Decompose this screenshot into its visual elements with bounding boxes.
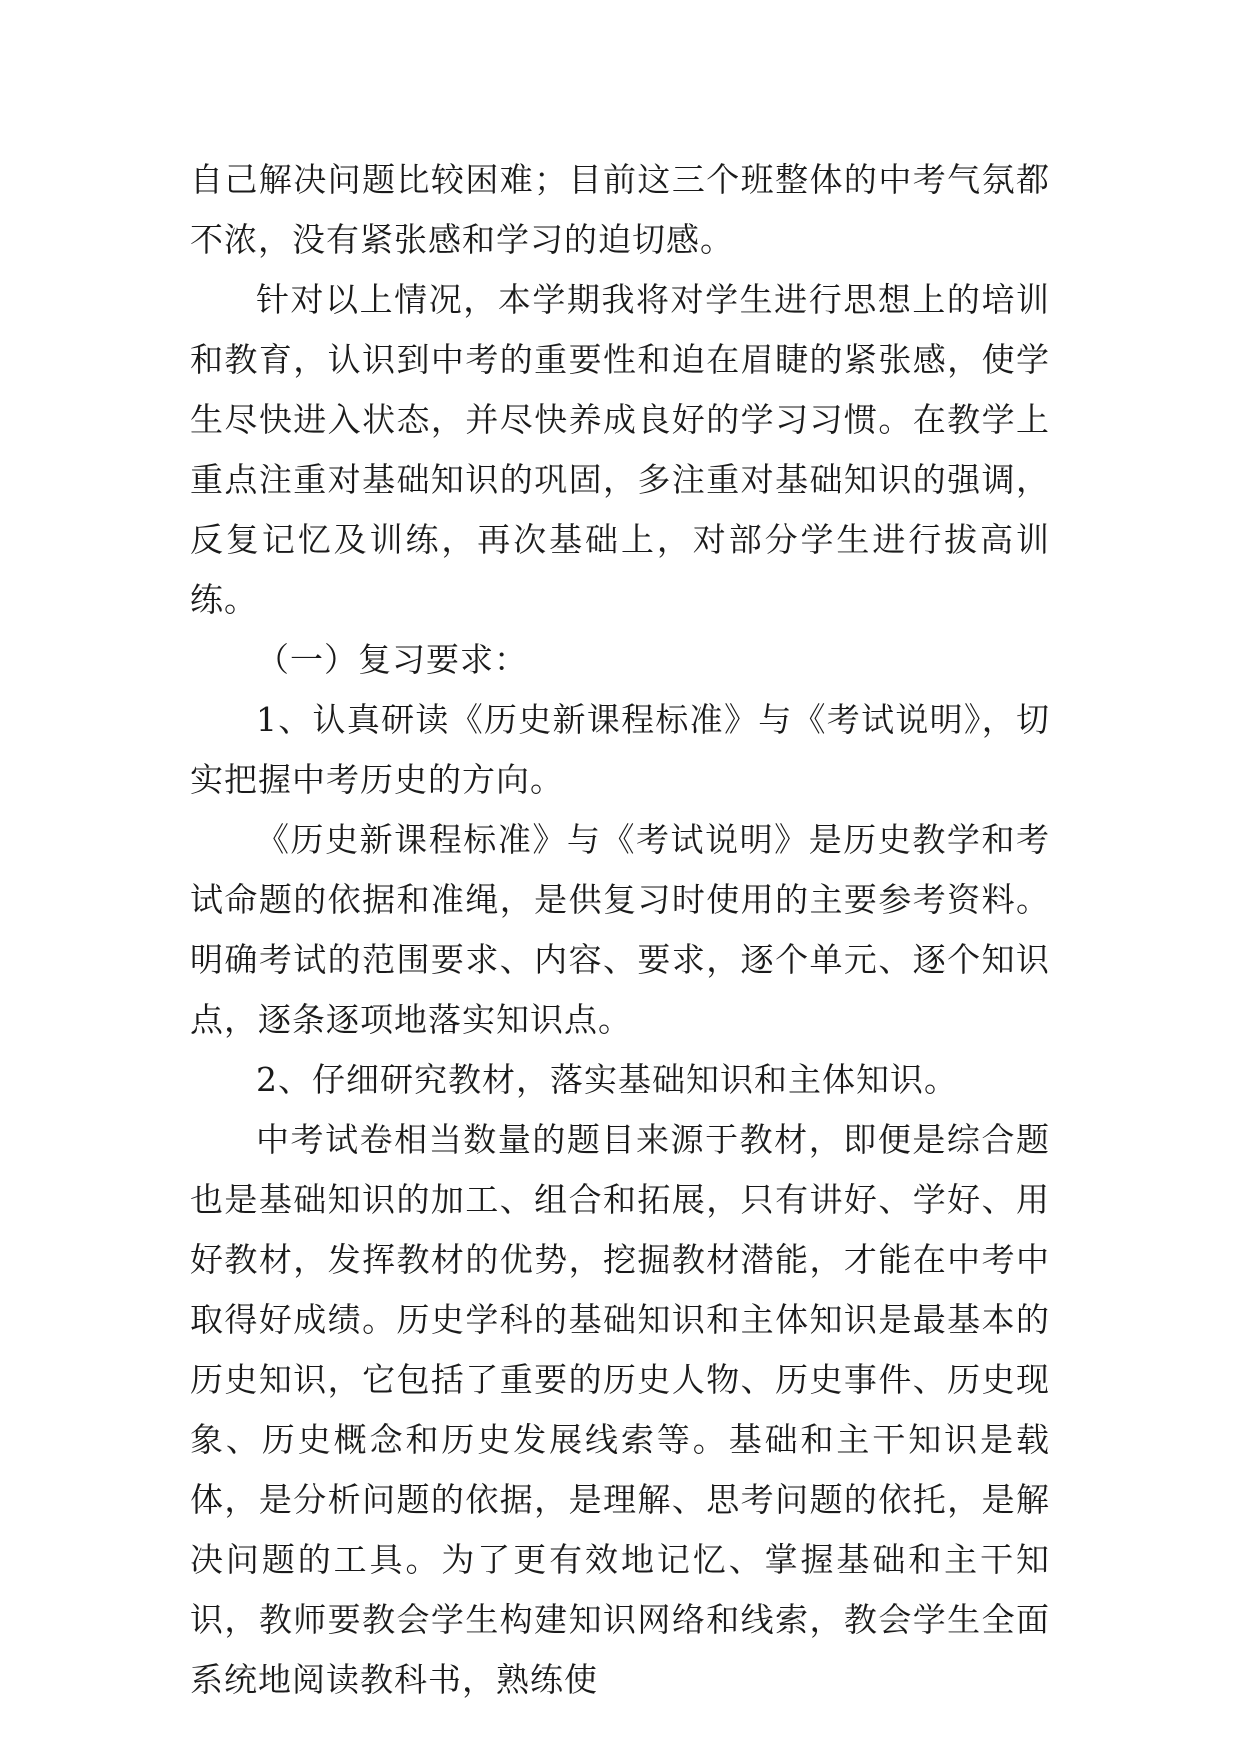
document-body bbox=[190, 150, 1050, 1710]
paragraph-standards: 《历史新课程标准》与《考试说明》是历史教学和考试命题的依据和准绳，是供复习时使用的主要参考资料。明确考试的范围要求、内容、要求，逐个单元、逐个知识点，逐条逐项地落实知识点。 bbox=[190, 820, 1050, 1039]
section-heading-review-requirements: （一）复习要求： bbox=[256, 640, 528, 679]
paragraph-plan: 针对以上情况，本学期我将对学生进行思想上的培训和教育，认识到中考的重要性和迫在眉睫的紧张感，使学生尽快进入状态，并尽快养成良好的学习习惯。在教学上重点注重对基础知识的巩固，多注重对基础知识的强调，反复记忆及训练，再次基础上，对部分学生进行拔高训练。 bbox=[190, 280, 1050, 619]
paragraph-textbook: 中考试卷相当数量的题目来源于教材，即便是综合题也是基础知识的加工、组合和拓展，只有讲好、学好、用好教材，发挥教材的优势，挖掘教材潜能，才能在中考中取得好成绩。历史学科的基础知识和主体知识是最基本的历史知识，它包括了重要的历史人物、历史事件、历史现象、历史概念和历史发展线索等。基础和主干知识是载体，是分析问题的依据，是理解、思考问题的依托，是解决问题的工具。为了更有效地记忆、掌握基础和主干知识，教师要教会学生构建知识网络和线索，教会学生全面系统地阅读教科书，熟练使 bbox=[190, 1120, 1050, 1699]
paragraph-continuation: 自己解决问题比较困难；目前这三个班整体的中考气氛都不浓，没有紧张感和学习的迫切感。 bbox=[190, 160, 1050, 259]
list-item-2: 2、仔细研究教材，落实基础知识和主体知识。 bbox=[256, 1060, 958, 1099]
list-item-1: 1、认真研读《历史新课程标准》与《考试说明》，切实把握中考历史的方向。 bbox=[190, 700, 1050, 799]
